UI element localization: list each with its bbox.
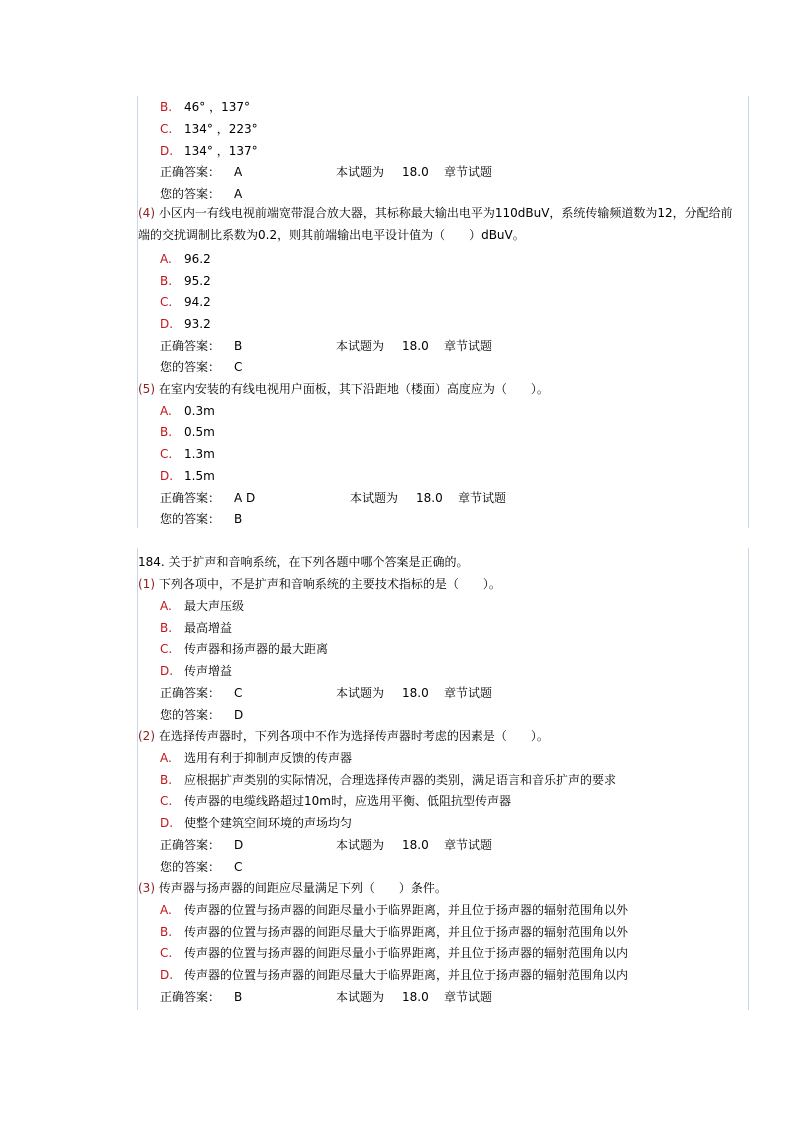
option-a: A. 选用有利于抑制声反馈的传声器 (160, 751, 353, 765)
your-answer-value: C (234, 360, 243, 374)
option-b: B. 最高增益 (160, 621, 233, 635)
question-number: (1) (138, 577, 155, 591)
correct-answer-value: A (234, 165, 243, 179)
correct-answer-row: 正确答案： C 本试题为 18.0 章节试题 (160, 686, 493, 700)
score-value: 18.0 (402, 339, 429, 353)
option-d: D. 134° ，137° (160, 144, 258, 158)
question-3-stem (138, 880, 447, 896)
score-value: 18.0 (402, 838, 429, 852)
option-d: D. 1.5m (160, 469, 215, 483)
question-4-stem (138, 202, 734, 246)
option-a: A. 96.2 (160, 252, 211, 266)
correct-answer-row: 正确答案： B 本试题为 18.0 章节试题 (160, 990, 493, 1004)
question-5-stem (138, 381, 549, 397)
question-text: 下列各项中，不是扩声和音响系统的主要技术指标的是（ ）。 (158, 577, 501, 591)
question-text: 小区内一有线电视前端宽带混合放大器，其标称最大输出电平为110dBuV，系统传输频道数为12，分配给前端的交扰调制比系数为0.2，则其前端输出电平设计值为（ ）dBuV。 (138, 206, 733, 242)
option-a: A. 传声器的位置与扬声器的间距尽量小于临界距离，并且位于扬声器的辐射范围角以外 (160, 903, 629, 917)
option-d: D. 传声器的位置与扬声器的间距尽量大于临界距离，并且位于扬声器的辐射范围角以内 (160, 968, 629, 982)
score-value: 18.0 (402, 990, 429, 1004)
correct-answer-value: C (234, 686, 243, 700)
correct-answer-row: 正确答案： B 本试题为 18.0 章节试题 (160, 339, 493, 353)
block1-right-border (748, 96, 749, 528)
question-number: (4) (138, 206, 155, 220)
correct-answer-value: D (234, 838, 244, 852)
score-value: 18.0 (402, 165, 429, 179)
question-text: 在室内安装的有线电视用户面板，其下沿距地（楼面）高度应为（ ）。 (158, 382, 549, 396)
your-answer-value: D (234, 708, 244, 722)
question-group-title: 184. 关于扩声和音响系统，在下列各题中哪个答案是正确的。 (138, 555, 469, 569)
option-b: B. 应根据扩声类别的实际情况，合理选择传声器的类别，满足语言和音乐扩声的要求 (160, 773, 617, 787)
correct-answer-value: A D (234, 491, 256, 505)
question-number: (2) (138, 729, 155, 743)
option-a: A. 最大声压级 (160, 599, 245, 613)
your-answer-row: 您的答案： A (160, 187, 243, 201)
option-a: A. 0.3m (160, 404, 215, 418)
correct-answer-row: 正确答案： D 本试题为 18.0 章节试题 (160, 838, 493, 852)
your-answer-value: A (234, 187, 243, 201)
question-1-stem (138, 576, 501, 592)
option-b: B. 95.2 (160, 274, 211, 288)
option-d: D. 93.2 (160, 317, 211, 331)
correct-answer-row: 正确答案： A 本试题为 18.0 章节试题 (160, 165, 493, 179)
option-c: C. 传声器的电缆线路超过10m时，应选用平衡、低阻抗型传声器 (160, 794, 511, 808)
question-2-stem (138, 728, 549, 744)
option-b: B. 46° ，137° (160, 100, 250, 114)
score-value: 18.0 (416, 491, 443, 505)
correct-answer-value: B (234, 339, 243, 353)
your-answer-value: C (234, 860, 243, 874)
your-answer-row: 您的答案： B (160, 512, 243, 526)
option-c: C. 传声器的位置与扬声器的间距尽量小于临界距离，并且位于扬声器的辐射范围角以内 (160, 946, 629, 960)
question-block-184 (138, 548, 738, 1008)
your-answer-row: 您的答案： D (160, 708, 244, 722)
option-c: C. 94.2 (160, 295, 211, 309)
option-d: D. 传声增益 (160, 664, 233, 678)
question-number: (3) (138, 881, 155, 895)
question-text: 在选择传声器时，下列各项中不作为选择传声器时考虑的因素是（ ）。 (158, 729, 549, 743)
your-answer-row: 您的答案： C (160, 860, 243, 874)
option-c: C. 134° ，223° (160, 122, 258, 136)
option-d: D. 使整个建筑空间环境的声场均匀 (160, 816, 353, 830)
question-block-183 (138, 96, 738, 526)
option-c: C. 传声器和扬声器的最大距离 (160, 642, 329, 656)
your-answer-row: 您的答案： C (160, 360, 243, 374)
your-answer-value: B (234, 512, 243, 526)
option-b: B. 传声器的位置与扬声器的间距尽量大于临界距离，并且位于扬声器的辐射范围角以外 (160, 925, 629, 939)
score-value: 18.0 (402, 686, 429, 700)
question-text: 传声器与扬声器的间距应尽量满足下列（ ）条件。 (158, 881, 447, 895)
question-number: (5) (138, 382, 155, 396)
correct-answer-value: B (234, 990, 243, 1004)
block2-right-border (748, 548, 749, 1010)
option-c: C. 1.3m (160, 447, 215, 461)
correct-answer-row: 正确答案： A D 本试题为 18.0 章节试题 (160, 491, 507, 505)
option-b: B. 0.5m (160, 425, 215, 439)
